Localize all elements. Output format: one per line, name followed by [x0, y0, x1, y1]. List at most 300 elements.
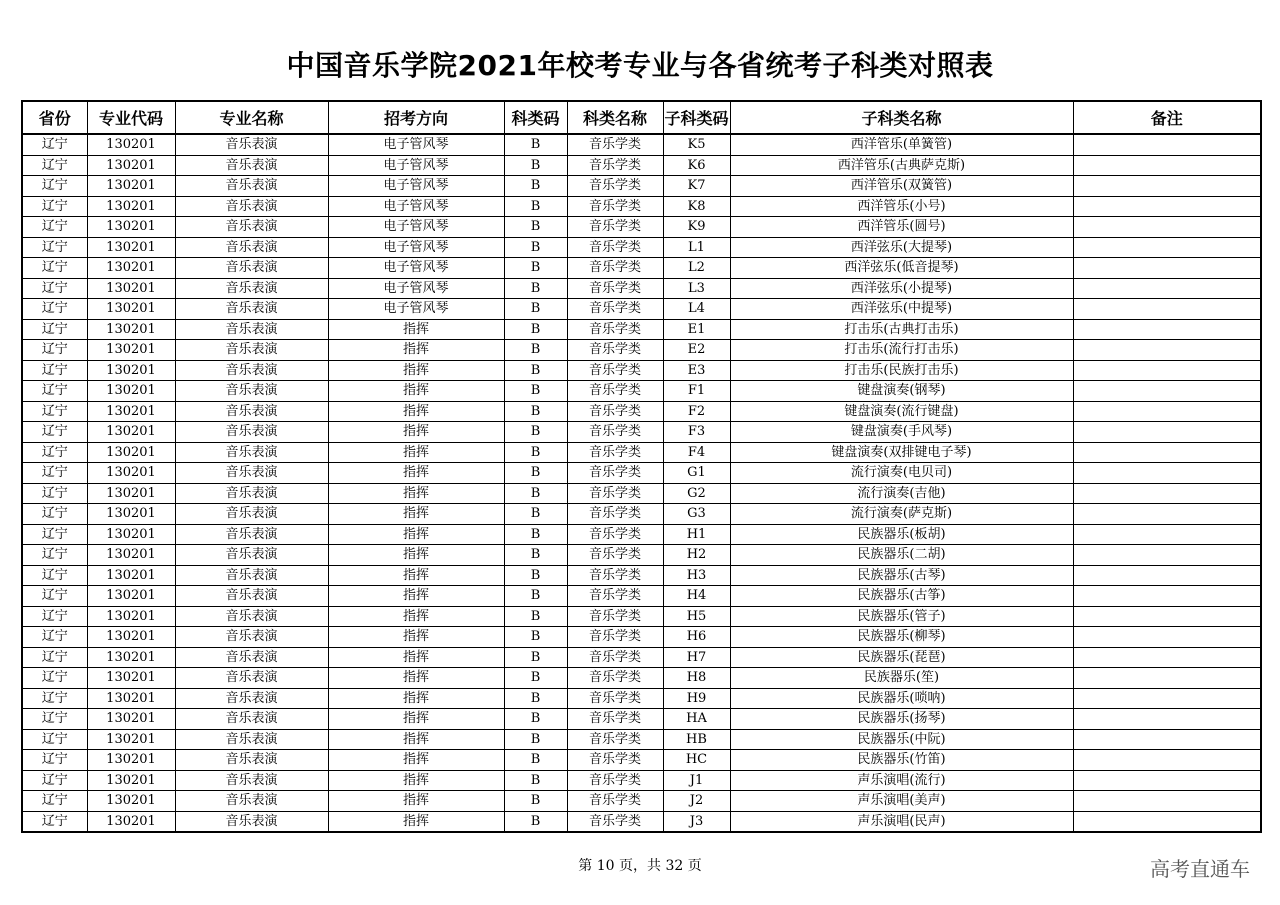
cell-remarks [1073, 217, 1261, 238]
cell-remarks [1073, 709, 1261, 730]
cell-category-code: B [504, 196, 567, 217]
cell-major-name: 音乐表演 [175, 340, 328, 361]
cell-major-name: 音乐表演 [175, 647, 328, 668]
cell-subcategory-name: 西洋管乐(圆号) [730, 217, 1073, 238]
cell-province: 辽宁 [22, 319, 87, 340]
header-subcategory-name: 子科类名称 [730, 101, 1073, 134]
cell-major-code: 130201 [87, 360, 175, 381]
cell-subcategory-name: 流行演奏(萨克斯) [730, 504, 1073, 525]
cell-major-code: 130201 [87, 565, 175, 586]
cell-major-name: 音乐表演 [175, 176, 328, 197]
cell-subcategory-name: 键盘演奏(钢琴) [730, 381, 1073, 402]
cell-major-code: 130201 [87, 647, 175, 668]
cell-direction: 指挥 [328, 627, 504, 648]
cell-province: 辽宁 [22, 176, 87, 197]
cell-category-code: B [504, 237, 567, 258]
cell-major-name: 音乐表演 [175, 237, 328, 258]
cell-province: 辽宁 [22, 504, 87, 525]
cell-major-code: 130201 [87, 750, 175, 771]
cell-remarks [1073, 627, 1261, 648]
cell-subcategory-code: J3 [663, 811, 730, 832]
header-direction: 招考方向 [328, 101, 504, 134]
cell-category-name: 音乐学类 [567, 606, 663, 627]
cell-major-name: 音乐表演 [175, 217, 328, 238]
cell-category-code: B [504, 791, 567, 812]
cell-subcategory-name: 民族器乐(琵琶) [730, 647, 1073, 668]
cell-major-code: 130201 [87, 483, 175, 504]
cell-category-name: 音乐学类 [567, 811, 663, 832]
cell-direction: 指挥 [328, 463, 504, 484]
table-row [22, 299, 1261, 320]
cell-subcategory-name: 流行演奏(电贝司) [730, 463, 1073, 484]
cell-major-code: 130201 [87, 524, 175, 545]
cell-province: 辽宁 [22, 709, 87, 730]
cell-direction: 电子管风琴 [328, 134, 504, 155]
cell-category-code: B [504, 729, 567, 750]
cell-subcategory-code: E3 [663, 360, 730, 381]
cell-category-code: B [504, 340, 567, 361]
cell-remarks [1073, 791, 1261, 812]
cell-subcategory-code: H7 [663, 647, 730, 668]
cell-major-code: 130201 [87, 791, 175, 812]
cell-direction: 电子管风琴 [328, 196, 504, 217]
table-row [22, 565, 1261, 586]
cell-major-name: 音乐表演 [175, 504, 328, 525]
cell-direction: 指挥 [328, 504, 504, 525]
cell-major-code: 130201 [87, 606, 175, 627]
cell-category-name: 音乐学类 [567, 709, 663, 730]
cell-subcategory-code: E2 [663, 340, 730, 361]
table-row [22, 196, 1261, 217]
table-row [22, 606, 1261, 627]
table-row [22, 155, 1261, 176]
cell-category-name: 音乐学类 [567, 155, 663, 176]
cell-remarks [1073, 483, 1261, 504]
cell-major-code: 130201 [87, 258, 175, 279]
cell-major-code: 130201 [87, 709, 175, 730]
cell-province: 辽宁 [22, 770, 87, 791]
cell-subcategory-name: 声乐演唱(美声) [730, 791, 1073, 812]
cell-direction: 指挥 [328, 319, 504, 340]
cell-major-name: 音乐表演 [175, 565, 328, 586]
cell-subcategory-code: J2 [663, 791, 730, 812]
cell-province: 辽宁 [22, 155, 87, 176]
cell-remarks [1073, 524, 1261, 545]
cell-subcategory-name: 民族器乐(二胡) [730, 545, 1073, 566]
cell-major-name: 音乐表演 [175, 196, 328, 217]
cell-remarks [1073, 504, 1261, 525]
cell-subcategory-code: HA [663, 709, 730, 730]
comparison-table [21, 100, 1262, 833]
cell-province: 辽宁 [22, 729, 87, 750]
table-row [22, 688, 1261, 709]
cell-direction: 指挥 [328, 647, 504, 668]
cell-province: 辽宁 [22, 360, 87, 381]
cell-subcategory-name: 民族器乐(板胡) [730, 524, 1073, 545]
cell-subcategory-name: 民族器乐(中阮) [730, 729, 1073, 750]
cell-direction: 指挥 [328, 442, 504, 463]
cell-major-code: 130201 [87, 442, 175, 463]
cell-category-code: B [504, 319, 567, 340]
cell-category-code: B [504, 381, 567, 402]
cell-major-name: 音乐表演 [175, 791, 328, 812]
cell-category-code: B [504, 463, 567, 484]
cell-subcategory-name: 打击乐(民族打击乐) [730, 360, 1073, 381]
cell-category-name: 音乐学类 [567, 340, 663, 361]
cell-direction: 指挥 [328, 381, 504, 402]
cell-province: 辽宁 [22, 668, 87, 689]
cell-direction: 电子管风琴 [328, 299, 504, 320]
cell-province: 辽宁 [22, 565, 87, 586]
cell-major-name: 音乐表演 [175, 729, 328, 750]
cell-remarks [1073, 237, 1261, 258]
cell-major-name: 音乐表演 [175, 627, 328, 648]
cell-subcategory-name: 键盘演奏(双排键电子琴) [730, 442, 1073, 463]
cell-major-code: 130201 [87, 463, 175, 484]
header-subcategory-code: 子科类码 [663, 101, 730, 134]
cell-category-name: 音乐学类 [567, 770, 663, 791]
cell-direction: 指挥 [328, 688, 504, 709]
cell-province: 辽宁 [22, 688, 87, 709]
cell-direction: 指挥 [328, 811, 504, 832]
cell-province: 辽宁 [22, 483, 87, 504]
cell-category-name: 音乐学类 [567, 729, 663, 750]
cell-major-name: 音乐表演 [175, 258, 328, 279]
cell-category-name: 音乐学类 [567, 668, 663, 689]
table-row [22, 340, 1261, 361]
cell-subcategory-name: 民族器乐(唢呐) [730, 688, 1073, 709]
cell-subcategory-code: K5 [663, 134, 730, 155]
cell-major-code: 130201 [87, 155, 175, 176]
cell-remarks [1073, 586, 1261, 607]
cell-category-name: 音乐学类 [567, 217, 663, 238]
table-row [22, 442, 1261, 463]
cell-major-name: 音乐表演 [175, 688, 328, 709]
cell-subcategory-name: 西洋管乐(单簧管) [730, 134, 1073, 155]
cell-major-name: 音乐表演 [175, 442, 328, 463]
cell-subcategory-code: H1 [663, 524, 730, 545]
cell-category-code: B [504, 134, 567, 155]
cell-subcategory-name: 民族器乐(扬琴) [730, 709, 1073, 730]
cell-province: 辽宁 [22, 237, 87, 258]
cell-province: 辽宁 [22, 463, 87, 484]
cell-subcategory-code: G1 [663, 463, 730, 484]
cell-direction: 指挥 [328, 791, 504, 812]
header-category-code: 科类码 [504, 101, 567, 134]
cell-subcategory-code: G3 [663, 504, 730, 525]
table-row [22, 811, 1261, 832]
cell-direction: 指挥 [328, 606, 504, 627]
cell-subcategory-code: H8 [663, 668, 730, 689]
table-row [22, 401, 1261, 422]
cell-major-code: 130201 [87, 688, 175, 709]
cell-remarks [1073, 750, 1261, 771]
table-row [22, 647, 1261, 668]
cell-category-name: 音乐学类 [567, 360, 663, 381]
cell-province: 辽宁 [22, 381, 87, 402]
table-row [22, 627, 1261, 648]
cell-remarks [1073, 463, 1261, 484]
cell-direction: 指挥 [328, 586, 504, 607]
cell-major-name: 音乐表演 [175, 586, 328, 607]
cell-province: 辽宁 [22, 196, 87, 217]
cell-major-name: 音乐表演 [175, 811, 328, 832]
header-remarks: 备注 [1073, 101, 1261, 134]
cell-remarks [1073, 647, 1261, 668]
cell-subcategory-name: 西洋弦乐(小提琴) [730, 278, 1073, 299]
cell-province: 辽宁 [22, 586, 87, 607]
cell-subcategory-code: K6 [663, 155, 730, 176]
cell-remarks [1073, 278, 1261, 299]
cell-major-name: 音乐表演 [175, 750, 328, 771]
table-row [22, 524, 1261, 545]
cell-province: 辽宁 [22, 134, 87, 155]
cell-category-code: B [504, 688, 567, 709]
cell-major-name: 音乐表演 [175, 155, 328, 176]
cell-category-code: B [504, 442, 567, 463]
cell-remarks [1073, 688, 1261, 709]
cell-remarks [1073, 176, 1261, 197]
cell-subcategory-code: F1 [663, 381, 730, 402]
cell-subcategory-name: 民族器乐(柳琴) [730, 627, 1073, 648]
table-row [22, 278, 1261, 299]
cell-direction: 指挥 [328, 565, 504, 586]
cell-category-code: B [504, 422, 567, 443]
cell-remarks [1073, 668, 1261, 689]
cell-category-code: B [504, 217, 567, 238]
cell-province: 辽宁 [22, 627, 87, 648]
cell-subcategory-name: 声乐演唱(民声) [730, 811, 1073, 832]
cell-subcategory-code: K8 [663, 196, 730, 217]
cell-subcategory-name: 打击乐(古典打击乐) [730, 319, 1073, 340]
cell-direction: 指挥 [328, 401, 504, 422]
cell-major-name: 音乐表演 [175, 319, 328, 340]
cell-subcategory-name: 西洋管乐(古典萨克斯) [730, 155, 1073, 176]
cell-category-name: 音乐学类 [567, 319, 663, 340]
watermark: 高考直通车 [1150, 857, 1250, 881]
cell-major-code: 130201 [87, 811, 175, 832]
cell-province: 辽宁 [22, 340, 87, 361]
cell-major-name: 音乐表演 [175, 360, 328, 381]
cell-category-name: 音乐学类 [567, 463, 663, 484]
cell-major-code: 130201 [87, 217, 175, 238]
cell-major-code: 130201 [87, 196, 175, 217]
cell-remarks [1073, 319, 1261, 340]
cell-major-name: 音乐表演 [175, 483, 328, 504]
cell-direction: 指挥 [328, 770, 504, 791]
cell-province: 辽宁 [22, 791, 87, 812]
cell-category-name: 音乐学类 [567, 237, 663, 258]
cell-category-code: B [504, 627, 567, 648]
cell-subcategory-code: H2 [663, 545, 730, 566]
cell-province: 辽宁 [22, 442, 87, 463]
cell-category-name: 音乐学类 [567, 134, 663, 155]
cell-major-code: 130201 [87, 381, 175, 402]
cell-category-code: B [504, 176, 567, 197]
cell-category-code: B [504, 483, 567, 504]
cell-subcategory-name: 民族器乐(古筝) [730, 586, 1073, 607]
cell-direction: 电子管风琴 [328, 155, 504, 176]
cell-direction: 电子管风琴 [328, 278, 504, 299]
cell-major-name: 音乐表演 [175, 668, 328, 689]
table-row [22, 258, 1261, 279]
cell-remarks [1073, 340, 1261, 361]
cell-subcategory-name: 民族器乐(竹笛) [730, 750, 1073, 771]
cell-major-code: 130201 [87, 319, 175, 340]
cell-category-code: B [504, 155, 567, 176]
page-title: 中国音乐学院2021年校考专业与各省统考子科类对照表 [286, 49, 994, 82]
cell-subcategory-code: L2 [663, 258, 730, 279]
cell-category-name: 音乐学类 [567, 647, 663, 668]
cell-category-code: B [504, 524, 567, 545]
cell-major-name: 音乐表演 [175, 422, 328, 443]
cell-major-code: 130201 [87, 422, 175, 443]
cell-major-name: 音乐表演 [175, 381, 328, 402]
cell-major-name: 音乐表演 [175, 134, 328, 155]
cell-remarks [1073, 196, 1261, 217]
cell-major-code: 130201 [87, 176, 175, 197]
cell-remarks [1073, 565, 1261, 586]
cell-major-code: 130201 [87, 545, 175, 566]
table-row [22, 422, 1261, 443]
cell-major-name: 音乐表演 [175, 299, 328, 320]
cell-province: 辽宁 [22, 299, 87, 320]
cell-direction: 指挥 [328, 340, 504, 361]
cell-remarks [1073, 360, 1261, 381]
cell-subcategory-code: E1 [663, 319, 730, 340]
table-row [22, 729, 1261, 750]
cell-subcategory-code: H4 [663, 586, 730, 607]
cell-province: 辽宁 [22, 217, 87, 238]
cell-subcategory-name: 西洋弦乐(中提琴) [730, 299, 1073, 320]
cell-subcategory-code: HB [663, 729, 730, 750]
cell-subcategory-name: 声乐演唱(流行) [730, 770, 1073, 791]
cell-major-code: 130201 [87, 299, 175, 320]
cell-major-code: 130201 [87, 729, 175, 750]
table-row [22, 134, 1261, 155]
cell-remarks [1073, 729, 1261, 750]
cell-province: 辽宁 [22, 401, 87, 422]
table-header-row [22, 101, 1261, 134]
cell-major-code: 130201 [87, 668, 175, 689]
cell-category-name: 音乐学类 [567, 483, 663, 504]
cell-province: 辽宁 [22, 422, 87, 443]
cell-major-name: 音乐表演 [175, 545, 328, 566]
cell-province: 辽宁 [22, 278, 87, 299]
cell-remarks [1073, 381, 1261, 402]
cell-subcategory-name: 西洋弦乐(大提琴) [730, 237, 1073, 258]
cell-remarks [1073, 770, 1261, 791]
cell-province: 辽宁 [22, 750, 87, 771]
table-row [22, 791, 1261, 812]
header-category-name: 科类名称 [567, 101, 663, 134]
cell-direction: 电子管风琴 [328, 258, 504, 279]
cell-direction: 指挥 [328, 360, 504, 381]
page-footer: 第 10 页，共 32 页 [578, 858, 702, 874]
cell-subcategory-code: F2 [663, 401, 730, 422]
table-row [22, 176, 1261, 197]
cell-category-name: 音乐学类 [567, 565, 663, 586]
cell-category-name: 音乐学类 [567, 258, 663, 279]
cell-category-code: B [504, 750, 567, 771]
cell-remarks [1073, 811, 1261, 832]
cell-major-name: 音乐表演 [175, 463, 328, 484]
cell-major-code: 130201 [87, 770, 175, 791]
cell-major-code: 130201 [87, 134, 175, 155]
cell-direction: 电子管风琴 [328, 217, 504, 238]
cell-category-code: B [504, 709, 567, 730]
cell-category-name: 音乐学类 [567, 627, 663, 648]
cell-direction: 电子管风琴 [328, 237, 504, 258]
cell-direction: 指挥 [328, 545, 504, 566]
cell-subcategory-code: L1 [663, 237, 730, 258]
cell-subcategory-code: G2 [663, 483, 730, 504]
cell-major-name: 音乐表演 [175, 606, 328, 627]
cell-subcategory-code: F3 [663, 422, 730, 443]
cell-category-name: 音乐学类 [567, 196, 663, 217]
cell-subcategory-name: 键盘演奏(手风琴) [730, 422, 1073, 443]
cell-province: 辽宁 [22, 258, 87, 279]
table-row [22, 668, 1261, 689]
cell-category-code: B [504, 586, 567, 607]
cell-category-name: 音乐学类 [567, 586, 663, 607]
cell-category-name: 音乐学类 [567, 176, 663, 197]
cell-category-code: B [504, 606, 567, 627]
cell-category-name: 音乐学类 [567, 422, 663, 443]
cell-subcategory-name: 打击乐(流行打击乐) [730, 340, 1073, 361]
cell-direction: 指挥 [328, 668, 504, 689]
table-row [22, 770, 1261, 791]
cell-direction: 指挥 [328, 709, 504, 730]
cell-subcategory-name: 民族器乐(古琴) [730, 565, 1073, 586]
cell-subcategory-name: 西洋管乐(双簧管) [730, 176, 1073, 197]
cell-subcategory-code: L3 [663, 278, 730, 299]
cell-remarks [1073, 258, 1261, 279]
cell-remarks [1073, 134, 1261, 155]
cell-direction: 指挥 [328, 422, 504, 443]
cell-direction: 指挥 [328, 750, 504, 771]
header-major-name: 专业名称 [175, 101, 328, 134]
table-row [22, 360, 1261, 381]
cell-remarks [1073, 299, 1261, 320]
cell-direction: 电子管风琴 [328, 176, 504, 197]
cell-remarks [1073, 155, 1261, 176]
cell-category-code: B [504, 299, 567, 320]
cell-subcategory-name: 民族器乐(笙) [730, 668, 1073, 689]
cell-category-name: 音乐学类 [567, 791, 663, 812]
cell-subcategory-code: H9 [663, 688, 730, 709]
cell-major-code: 130201 [87, 627, 175, 648]
cell-province: 辽宁 [22, 647, 87, 668]
cell-subcategory-code: H5 [663, 606, 730, 627]
cell-remarks [1073, 606, 1261, 627]
cell-category-name: 音乐学类 [567, 750, 663, 771]
cell-direction: 指挥 [328, 729, 504, 750]
table-row [22, 586, 1261, 607]
table-body [22, 134, 1261, 832]
cell-remarks [1073, 545, 1261, 566]
cell-subcategory-code: K9 [663, 217, 730, 238]
cell-subcategory-name: 键盘演奏(流行键盘) [730, 401, 1073, 422]
cell-category-code: B [504, 278, 567, 299]
cell-subcategory-code: L4 [663, 299, 730, 320]
table-row [22, 381, 1261, 402]
cell-subcategory-name: 西洋弦乐(低音提琴) [730, 258, 1073, 279]
cell-category-name: 音乐学类 [567, 688, 663, 709]
cell-category-code: B [504, 770, 567, 791]
cell-subcategory-code: J1 [663, 770, 730, 791]
cell-major-code: 130201 [87, 237, 175, 258]
